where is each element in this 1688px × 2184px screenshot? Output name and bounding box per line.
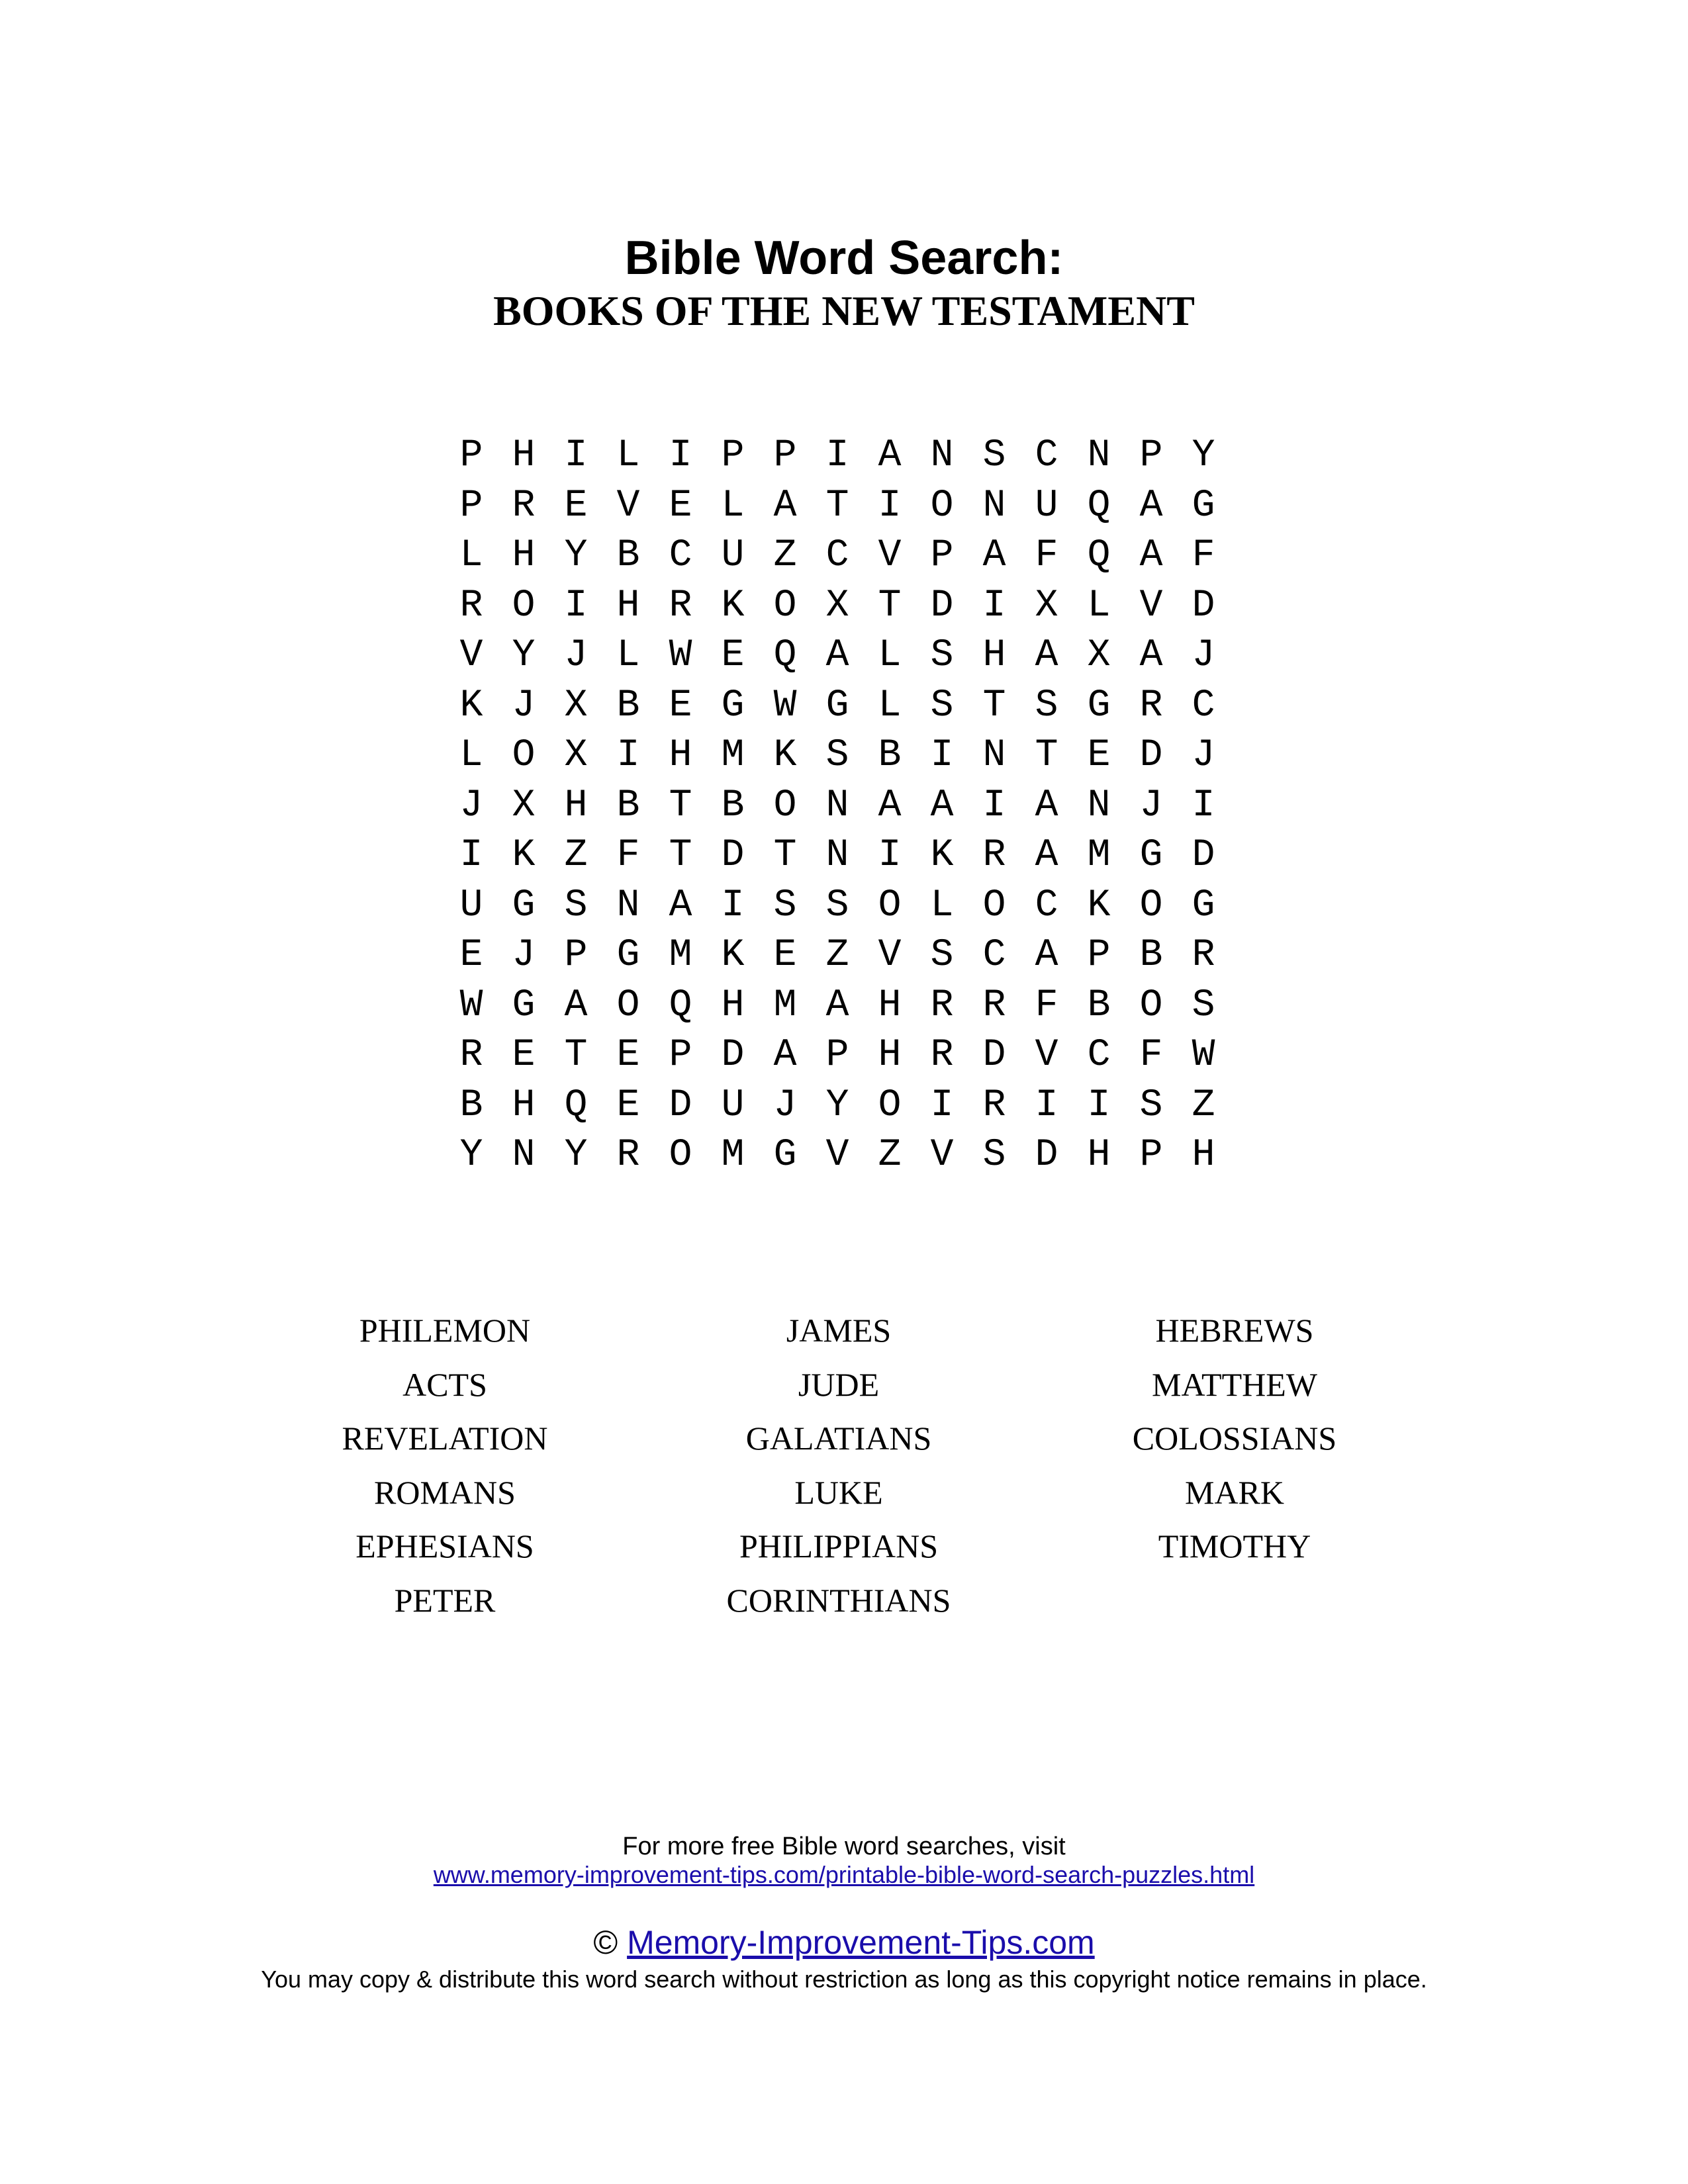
grid-letter: I (825, 434, 849, 477)
grid-letter: H (564, 784, 588, 827)
grid-letter: R (512, 484, 536, 527)
grid-letter: E (512, 1034, 536, 1077)
grid-letter: P (459, 434, 483, 477)
grid-letter: T (773, 834, 797, 877)
grid-row (0, 581, 1688, 631)
grid-letter: T (825, 484, 849, 527)
grid-letter: E (1087, 734, 1111, 777)
grid-letter: B (616, 784, 640, 827)
grid-row (0, 781, 1688, 831)
grid-letter: M (721, 734, 745, 777)
grid-letter: X (1035, 584, 1058, 627)
grid-letter: H (721, 983, 745, 1027)
grid-letter: T (669, 784, 692, 827)
grid-letter: D (669, 1083, 692, 1127)
grid-letter: Q (669, 983, 692, 1027)
grid-letter: I (878, 484, 902, 527)
grid-letter: R (982, 834, 1006, 877)
grid-letter: G (1139, 834, 1163, 877)
grid-letter: D (982, 1034, 1006, 1077)
grid-row (0, 1030, 1688, 1081)
grid-letter: L (878, 684, 902, 727)
grid-letter: J (773, 1083, 797, 1127)
grid-letter: G (1192, 484, 1215, 527)
grid-letter: P (1087, 934, 1111, 977)
grid-letter: U (459, 884, 483, 927)
grid-letter: P (459, 484, 483, 527)
grid-letter: W (773, 684, 797, 727)
grid-letter: S (930, 684, 954, 727)
grid-letter: D (721, 1034, 745, 1077)
grid-letter: O (878, 884, 902, 927)
grid-letter: A (773, 1034, 797, 1077)
grid-row (0, 731, 1688, 781)
grid-letter: L (459, 734, 483, 777)
grid-letter: F (1035, 534, 1058, 577)
grid-letter: A (669, 884, 692, 927)
grid-letter: S (773, 884, 797, 927)
word-list-item: JUDE (798, 1365, 880, 1403)
grid-letter: A (1035, 784, 1058, 827)
grid-letter: Y (564, 534, 588, 577)
grid-letter: X (1087, 634, 1111, 677)
grid-letter: P (773, 434, 797, 477)
grid-letter: J (512, 684, 536, 727)
grid-letter: M (669, 934, 692, 977)
grid-letter: P (669, 1034, 692, 1077)
grid-letter: J (512, 934, 536, 977)
word-list-item: PETER (394, 1581, 496, 1619)
grid-letter: R (1139, 684, 1163, 727)
grid-letter: C (1192, 684, 1215, 727)
grid-row (0, 981, 1688, 1031)
grid-letter: I (930, 1083, 954, 1127)
grid-letter: A (773, 484, 797, 527)
grid-letter: B (1139, 934, 1163, 977)
grid-letter: H (982, 634, 1006, 677)
grid-letter: T (669, 834, 692, 877)
grid-row (0, 1081, 1688, 1131)
grid-letter: H (1192, 1134, 1215, 1177)
more-searches-text: For more free Bible word searches, visit (622, 1833, 1066, 1860)
grid-letter: P (930, 534, 954, 577)
word-list-item: LUKE (794, 1473, 883, 1511)
grid-letter: A (564, 983, 588, 1027)
grid-letter: C (669, 534, 692, 577)
page-subtitle: BOOKS OF THE NEW TESTAMENT (493, 287, 1195, 334)
grid-letter: A (878, 784, 902, 827)
grid-row (0, 881, 1688, 931)
grid-letter: I (616, 734, 640, 777)
grid-letter: A (878, 434, 902, 477)
grid-letter: O (773, 584, 797, 627)
grid-letter: D (1192, 834, 1215, 877)
grid-letter: N (616, 884, 640, 927)
grid-letter: I (982, 784, 1006, 827)
grid-letter: F (1192, 534, 1215, 577)
word-list-item: MARK (1184, 1473, 1285, 1511)
grid-letter: S (982, 434, 1006, 477)
word-list-item: CORINTHIANS (726, 1581, 951, 1619)
grid-letter: S (1035, 684, 1058, 727)
grid-letter: O (616, 983, 640, 1027)
grid-letter: H (512, 1083, 536, 1127)
grid-letter: O (1139, 983, 1163, 1027)
grid-letter: Y (512, 634, 536, 677)
grid-letter: I (878, 834, 902, 877)
grid-letter: R (982, 1083, 1006, 1127)
grid-letter: V (459, 634, 483, 677)
grid-letter: J (1192, 634, 1215, 677)
grid-letter: O (773, 784, 797, 827)
grid-letter: J (459, 784, 483, 827)
word-list-item: ROMANS (374, 1473, 516, 1511)
grid-letter: Z (564, 834, 588, 877)
grid-letter: N (512, 1134, 536, 1177)
grid-row (0, 681, 1688, 731)
grid-row (0, 481, 1688, 531)
grid-letter: G (616, 934, 640, 977)
grid-letter: O (930, 484, 954, 527)
grid-letter: B (616, 684, 640, 727)
grid-letter: K (773, 734, 797, 777)
grid-letter: L (616, 434, 640, 477)
grid-letter: Y (1192, 434, 1215, 477)
grid-letter: X (512, 784, 536, 827)
grid-letter: K (1087, 884, 1111, 927)
grid-letter: I (1192, 784, 1215, 827)
grid-letter: I (564, 434, 588, 477)
grid-letter: D (721, 834, 745, 877)
grid-letter: Z (878, 1134, 902, 1177)
grid-letter: V (930, 1134, 954, 1177)
grid-letter: G (773, 1134, 797, 1177)
grid-letter: P (1139, 434, 1163, 477)
grid-letter: P (721, 434, 745, 477)
word-list-item: MATTHEW (1152, 1365, 1317, 1403)
grid-letter: I (982, 584, 1006, 627)
grid-letter: W (1192, 1034, 1215, 1077)
grid-letter: I (1035, 1083, 1058, 1127)
grid-letter: A (982, 534, 1006, 577)
grid-letter: I (930, 734, 954, 777)
grid-letter: P (564, 934, 588, 977)
grid-letter: G (512, 983, 536, 1027)
grid-letter: H (512, 434, 536, 477)
grid-row (0, 1130, 1688, 1181)
grid-letter: S (564, 884, 588, 927)
grid-letter: G (721, 684, 745, 727)
more-searches-link[interactable]: www.memory-improvement-tips.com/printable-bible-word-search-puzzles.html (433, 1861, 1255, 1888)
grid-letter: E (564, 484, 588, 527)
grid-row (0, 631, 1688, 681)
grid-letter: Z (825, 934, 849, 977)
grid-letter: Y (825, 1083, 849, 1127)
grid-letter: J (1139, 784, 1163, 827)
grid-letter: N (1087, 784, 1111, 827)
grid-letter: L (459, 534, 483, 577)
grid-letter: B (616, 534, 640, 577)
grid-row (0, 531, 1688, 581)
grid-letter: E (773, 934, 797, 977)
grid-letter: M (1087, 834, 1111, 877)
grid-letter: L (1087, 584, 1111, 627)
grid-letter: E (669, 684, 692, 727)
grid-letter: S (930, 934, 954, 977)
grid-letter: R (982, 983, 1006, 1027)
grid-letter: N (1087, 434, 1111, 477)
grid-letter: Q (1087, 484, 1111, 527)
copyright-site-link[interactable]: Memory-Improvement-Tips.com (627, 1924, 1095, 1961)
grid-letter: H (512, 534, 536, 577)
word-list-item: GALATIANS (745, 1420, 932, 1457)
grid-letter: A (1035, 934, 1058, 977)
copyright-line (0, 1922, 1688, 1963)
grid-letter: D (1139, 734, 1163, 777)
grid-letter: I (564, 584, 588, 627)
grid-letter: E (459, 934, 483, 977)
word-list-item: JAMES (786, 1312, 892, 1349)
grid-letter: E (616, 1083, 640, 1127)
grid-letter: Q (564, 1083, 588, 1127)
grid-letter: F (1035, 983, 1058, 1027)
grid-letter: U (1035, 484, 1058, 527)
grid-row (0, 431, 1688, 481)
grid-letter: I (669, 434, 692, 477)
grid-letter: N (825, 784, 849, 827)
grid-letter: O (512, 734, 536, 777)
grid-letter: V (878, 934, 902, 977)
grid-letter: O (878, 1083, 902, 1127)
grid-letter: R (616, 1134, 640, 1177)
grid-letter: V (1139, 584, 1163, 627)
word-list-item: TIMOTHY (1158, 1527, 1311, 1565)
grid-letter: B (721, 784, 745, 827)
grid-letter: X (564, 684, 588, 727)
grid-letter: E (616, 1034, 640, 1077)
grid-letter: G (1192, 884, 1215, 927)
grid-row (0, 931, 1688, 981)
grid-letter: W (459, 983, 483, 1027)
grid-letter: J (1192, 734, 1215, 777)
grid-letter: S (1192, 983, 1215, 1027)
grid-letter: U (721, 534, 745, 577)
grid-letter: A (825, 634, 849, 677)
grid-letter: T (1035, 734, 1058, 777)
grid-letter: Y (459, 1134, 483, 1177)
grid-letter: R (459, 1034, 483, 1077)
grid-letter: N (825, 834, 849, 877)
grid-letter: W (669, 634, 692, 677)
grid-letter: L (878, 634, 902, 677)
grid-letter: R (1192, 934, 1215, 977)
grid-letter: P (825, 1034, 849, 1077)
grid-letter: G (512, 884, 536, 927)
grid-letter: O (982, 884, 1006, 927)
grid-letter: N (982, 734, 1006, 777)
grid-letter: H (1087, 1134, 1111, 1177)
grid-letter: V (825, 1134, 849, 1177)
grid-letter: M (721, 1134, 745, 1177)
grid-letter: V (878, 534, 902, 577)
grid-letter: K (930, 834, 954, 877)
grid-letter: C (1035, 434, 1058, 477)
grid-letter: T (982, 684, 1006, 727)
grid-letter: S (825, 884, 849, 927)
page-title: Bible Word Search: (624, 232, 1064, 285)
grid-letter: S (982, 1134, 1006, 1177)
grid-letter: S (1139, 1083, 1163, 1127)
grid-letter: G (825, 684, 849, 727)
grid-letter: A (1035, 634, 1058, 677)
grid-letter: B (878, 734, 902, 777)
grid-letter: R (930, 983, 954, 1027)
grid-letter: Z (773, 534, 797, 577)
grid-letter: A (1139, 634, 1163, 677)
grid-letter: D (930, 584, 954, 627)
grid-letter: D (1192, 584, 1215, 627)
grid-letter: V (1035, 1034, 1058, 1077)
grid-letter: I (1087, 1083, 1111, 1127)
grid-letter: G (1087, 684, 1111, 727)
grid-letter: O (512, 584, 536, 627)
grid-letter: N (930, 434, 954, 477)
grid-letter: E (721, 634, 745, 677)
grid-letter: Z (1192, 1083, 1215, 1127)
grid-letter: M (773, 983, 797, 1027)
word-list-item: PHILIPPIANS (739, 1527, 939, 1565)
grid-letter: X (564, 734, 588, 777)
word-list-item: ACTS (402, 1365, 487, 1403)
grid-letter: Q (773, 634, 797, 677)
grid-letter: E (669, 484, 692, 527)
grid-letter: Y (564, 1134, 588, 1177)
grid-letter: F (616, 834, 640, 877)
grid-letter: A (930, 784, 954, 827)
grid-letter: J (564, 634, 588, 677)
grid-letter: L (930, 884, 954, 927)
word-list-item: COLOSSIANS (1132, 1420, 1337, 1457)
grid-letter: H (878, 1034, 902, 1077)
grid-letter: I (459, 834, 483, 877)
grid-letter: A (825, 983, 849, 1027)
grid-row (0, 831, 1688, 881)
grid-letter: A (1035, 834, 1058, 877)
grid-letter: N (982, 484, 1006, 527)
grid-letter: K (721, 934, 745, 977)
grid-letter: X (825, 584, 849, 627)
grid-letter: L (616, 634, 640, 677)
grid-letter: T (564, 1034, 588, 1077)
grid-letter: A (1139, 534, 1163, 577)
grid-letter: V (616, 484, 640, 527)
grid-letter: K (459, 684, 483, 727)
grid-letter: U (721, 1083, 745, 1127)
grid-letter: C (1087, 1034, 1111, 1077)
grid-letter: D (1035, 1134, 1058, 1177)
grid-letter: Q (1087, 534, 1111, 577)
grid-letter: H (669, 734, 692, 777)
copyright-symbol: © (593, 1924, 618, 1961)
grid-letter: F (1139, 1034, 1163, 1077)
grid-letter: S (930, 634, 954, 677)
grid-letter: K (721, 584, 745, 627)
grid-letter: C (982, 934, 1006, 977)
grid-letter: B (459, 1083, 483, 1127)
grid-letter: O (669, 1134, 692, 1177)
word-list-item: REVELATION (342, 1420, 548, 1457)
grid-letter: C (1035, 884, 1058, 927)
grid-letter: S (825, 734, 849, 777)
grid-letter: A (1139, 484, 1163, 527)
grid-letter: R (669, 584, 692, 627)
grid-letter: C (825, 534, 849, 577)
grid-letter: B (1087, 983, 1111, 1027)
grid-letter: R (459, 584, 483, 627)
grid-letter: H (616, 584, 640, 627)
grid-letter: P (1139, 1134, 1163, 1177)
grid-letter: H (878, 983, 902, 1027)
grid-letter: K (512, 834, 536, 877)
word-list-item: EPHESIANS (355, 1527, 534, 1565)
grid-letter: L (721, 484, 745, 527)
word-list-item: HEBREWS (1155, 1312, 1314, 1349)
copyright-notice: You may copy & distribute this word search without restriction as long as this copyright notice remains in place. (261, 1966, 1427, 1993)
grid-letter: R (930, 1034, 954, 1077)
grid-letter: T (878, 584, 902, 627)
grid-letter: O (1139, 884, 1163, 927)
word-list-item: PHILEMON (359, 1312, 531, 1349)
grid-letter: I (721, 884, 745, 927)
